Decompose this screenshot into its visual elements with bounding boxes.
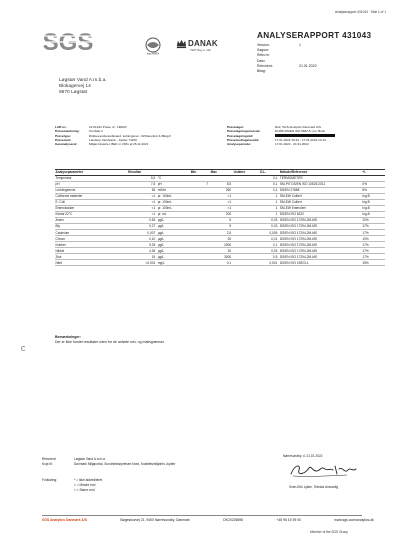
table-cell: 10% [362,236,385,242]
table-cell: Ing.B [362,193,385,199]
table-cell: Nikkel [55,248,128,254]
table-cell: 1 [260,205,280,211]
table-cell: Coliforme bakterier [55,193,128,199]
table-cell: DS/EN ISO 17294-2M-MS [279,236,362,242]
page-reference: Analyserapport 431043 · Side 1 of 1 [334,10,386,14]
table-cell: <1 [128,199,158,205]
table-cell: 5% [362,187,385,193]
table-cell: 20% [362,217,385,223]
distribution-row: < = Mindre end [74,483,96,488]
danak-registration: TEST Reg.nr. 420 [190,49,211,52]
table-cell: 0,63 [128,217,158,223]
distribution-row: Forklaring: * = Ikke akkrediteret [42,477,103,482]
column-header: +/- [362,170,385,176]
meta-row: Prøvested: Landsup Vandværk - Jupiter 71150 [55,137,137,142]
table-cell: °C [157,175,190,181]
table-cell: Ing.B [362,211,385,217]
danak-logo-text: DANAK [188,39,218,48]
sgs-logo [36,28,100,56]
report-title: ANALYSERAPPORT 431043 [257,31,372,40]
page-footer [42,518,374,522]
column-header: Metode/Reference [279,170,362,176]
ilac-mra-logo [143,37,163,55]
table-cell: 0,007 [128,230,158,236]
table-cell: Kobber [55,242,128,248]
table-cell: TERMOMETER [279,175,362,181]
distribution-row: Kopi til: Danmark Miljøportal, Sundhedsstyrelsen Nord, Kvalitetsmiljøinfo Jupiter [42,462,176,467]
table-cell: pr. 100mL [157,193,190,199]
table-cell: µg/L [157,254,190,260]
table-cell [233,260,259,266]
table-cell: 17% [362,230,385,236]
footer-divider [42,515,362,516]
header-field: Bilag: [257,69,266,74]
column-header: D.L. [260,170,280,176]
table-cell: 1 [260,199,280,205]
table-cell: pH [55,181,128,187]
table-cell: DS/EN ISO 17294-2M-MS [279,223,362,229]
table-cell: Zink [55,254,128,260]
table-cell: Arsen [55,217,128,223]
table-cell: <0,001 [128,260,158,266]
meta-row: Prøvemodtagelsestid: 17.01.2022 10:44 - 17.01.2022 12:44 [227,137,326,142]
meta-row: Prøvetager: Rek; SGS Analytics Danmark A/S [227,125,321,129]
remarks-section [55,335,165,344]
table-cell: 9,25 [128,242,158,248]
footer-company: SGS Analytics Danmark A/S [42,518,87,522]
column-header: Min [190,170,210,176]
danak-crown-icon [176,38,187,49]
recipient-address [59,78,107,97]
table-cell: DS/EN ISO 17294-2M-MS [279,230,362,236]
table-cell: 54 [128,187,158,193]
table-cell: Bly [55,223,128,229]
table-cell: SM-EW Colilert [279,193,362,199]
header-field: Rekv.nr: [257,53,270,58]
table-cell: Temperatur [55,175,128,181]
table-cell: 0,005 [260,230,280,236]
table-cell: µg/L [157,242,190,248]
table-cell: Cadmium [55,230,128,236]
table-cell: 0,03 [260,217,280,223]
table-cell: 0,001 [260,260,280,266]
table-cell: DS/EN ISO 17294-2M-MS [279,248,362,254]
table-cell: Nitrit [55,260,128,266]
meta-row: Prøvetype: Drikkevandsvandkvand, ledningsnet - Driftskontrol & Bilag F [55,133,172,138]
table-cell: 7,5 [128,181,158,187]
table-cell: 0% [362,181,385,187]
group-membership: Member of the SGS Group [310,530,348,534]
table-cell: 2000 [210,242,233,248]
table-cell: 0,27 [128,223,158,229]
footer-cvr: DK20226896 [223,518,244,522]
table-cell: 17% [362,248,385,254]
table-cell: 20 [210,236,233,242]
table-cell: 3000 [210,254,233,260]
table-cell: mS/m [157,187,190,193]
table-cell: Ing.B [362,199,385,205]
footer-phone: +45 96 19 39 00 [276,518,301,522]
table-cell: 0,10 [128,236,158,242]
svg-text:ilac-MRA: ilac-MRA [146,51,160,55]
table-cell: 4,26 [128,248,158,254]
meta-row: Analyseperiode: 17.01.2022 - 21.01.2022 [227,142,309,147]
table-cell: E. Coli [55,199,128,205]
table-cell: 5,5 [128,175,158,181]
column-header: Analyseparameter [55,170,128,176]
header-field: Dato: [257,58,266,63]
table-cell: DS/EN ISO 6222 [279,211,362,217]
footer-web: www.sgs.com/analytics-dk [334,518,374,522]
table-cell: <1 [210,205,233,211]
header-field: Sagsnr: [257,48,270,53]
table-cell: 8,5 [210,181,233,187]
table-cell: 0,5 [260,254,280,260]
address-line: 9670 Løgstør [59,90,88,96]
table-cell: <1 [128,193,158,199]
table-cell: <1 [210,193,233,199]
punch-hole-mark [21,346,26,351]
table-cell: µg/L [157,223,190,229]
table-cell: 250 [210,187,233,193]
distribution-row: > = Større end [74,488,95,493]
table-cell: SM-EW Colilert [279,199,362,205]
results-table [55,169,385,266]
header-field: Rekvirent: 21.01.2022 [257,63,317,68]
meta-row: Prøvetagningstid: [227,134,387,138]
table-cell: 0,03 [260,248,280,254]
table-cell: 0,1 [260,242,280,248]
table-cell: pr. mL [157,211,190,217]
table-cell: µg/L [157,236,190,242]
table-cell: 17% [362,242,385,248]
table-cell: 20 [210,248,233,254]
table-cell: µg/L [157,248,190,254]
table-cell [190,260,210,266]
column-header: Max [210,170,233,176]
distribution-row: Rekvirent: Løgstør Vand A.m.b.a. [42,457,106,461]
table-cell: 2,5 [210,230,233,236]
table-cell: 15% [362,260,385,266]
header-field: Version: 1 [257,43,301,47]
table-cell: SM-Pt7 DS/EN ISO 10523:2012 [279,181,362,187]
column-header: Usikker [233,170,259,176]
table-cell: DS/EN 27888 [279,187,362,193]
address-line: Blokagervej 14 [59,84,91,90]
table-row [55,260,385,266]
meta-row: Prøvetagningsmetode: M-005 DS/EN ISO 5667-5, mv. Buch [227,129,326,134]
distribution-block [42,457,175,493]
table-cell: 200 [210,211,233,217]
meta-row: Prøvemærkning: Område 2 [55,129,103,134]
table-cell: 1 [260,211,280,217]
redacted-block [275,134,335,137]
table-cell: pr. 100mL [157,199,190,205]
table-cell: pr. 100mL [157,205,190,211]
table-cell: 0,01 [260,236,280,242]
table-cell: 7 [190,181,210,187]
table-cell: 0,1 [260,181,280,187]
table-cell: Enterokokker [55,205,128,211]
signer-name: Sven-Erik Lykke, Teknisk Ansvarlig [289,485,339,489]
table-cell: 15 [128,254,158,260]
table-cell: 0,1 [260,187,280,193]
table-cell: DS/EN ISO 17294-2M-MS [279,242,362,248]
column-header: Resultat [128,170,158,176]
table-cell: Chrom [55,236,128,242]
sgs-logo-text: SGS [42,29,94,56]
table-cell: SM-EW Enterolert [279,205,362,211]
place-date: Nørresundby, d. 21.01.2022 [283,454,323,458]
remarks-title: Bemærkninger: [55,335,81,339]
table-cell: DS/EN ISO 17294-2M-MS [279,217,362,223]
table-cell: mg/L [157,260,190,266]
meta-row: Genanalyseret: Miljøministeriet, BEK nr 2361 af 26.11.2021 [55,142,149,147]
footer-address: Bøgeskovvej 21, 9400 Nørresundby, Danmark [120,518,190,522]
table-cell: µg/L [157,217,190,223]
table-cell: 0,03 [260,223,280,229]
table-cell: <1 [210,199,233,205]
sample-metadata-left [55,125,220,146]
table-cell: 1 [260,193,280,199]
table-cell: 0,1 [260,175,280,181]
remarks-text: Der er ikke fundet resultater uden for de anførte min- og maksgrænser. [55,339,165,344]
table-cell: DS/EN ISO 17294-2M-MS [279,254,362,260]
report-header-fields [257,43,317,74]
table-cell: pH [157,181,190,187]
table-cell: Ledningsevne [55,187,128,193]
handwritten-signature [287,460,359,480]
table-cell: DS/EN ISO 15923-1 [279,260,362,266]
table-cell: 17% [362,223,385,229]
meta-row: LAB nr.: 22 01424 Prøve nr.: 1M020 [55,125,127,129]
table-cell: Ing.B [362,205,385,211]
table-cell: 5 [210,217,233,223]
table-cell: Kimtal 22°C [55,211,128,217]
address-line: Løgstør Vand A.m.b.a. [59,78,107,83]
table-cell: <1 [128,211,158,217]
table-cell: µg/L [157,230,190,236]
results-body [55,175,385,266]
table-cell: 0,1 [210,260,233,266]
table-cell: 5 [210,223,233,229]
sample-metadata-right [227,125,387,146]
table-cell: <1 [128,205,158,211]
table-cell: 17% [362,254,385,260]
